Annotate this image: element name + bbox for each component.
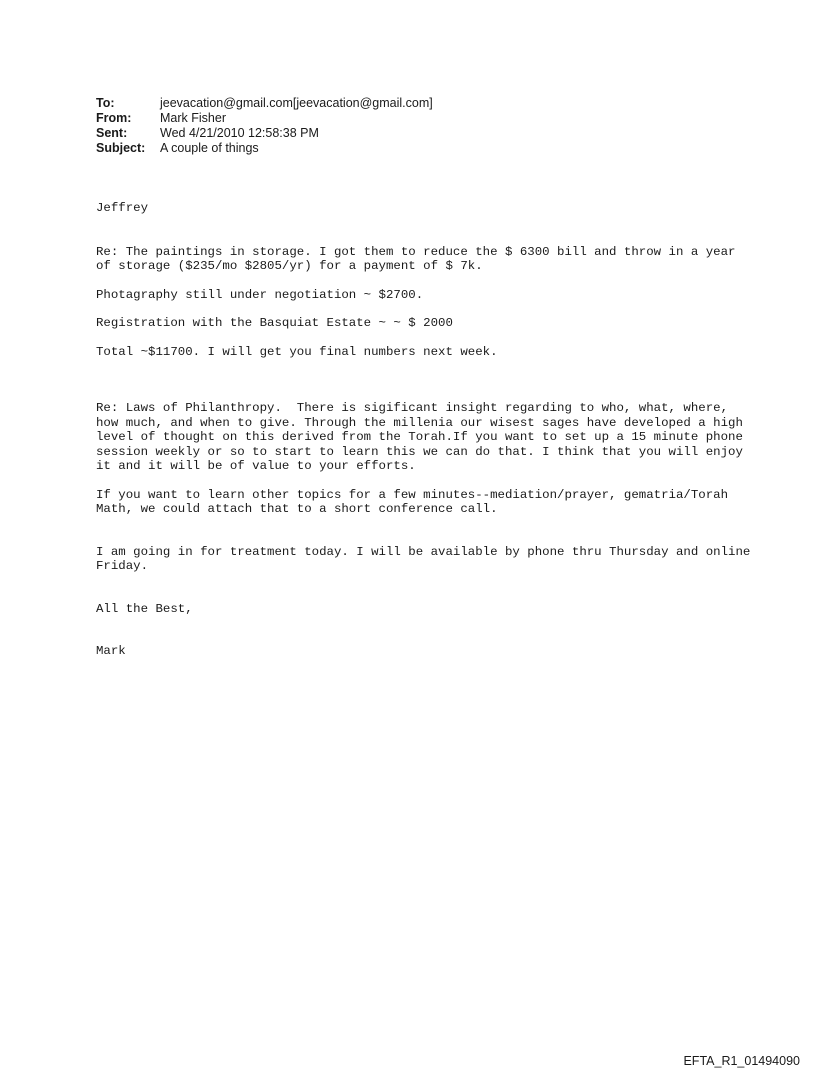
header-from-value: Mark Fisher (160, 111, 226, 125)
header-sent-label: Sent: (96, 126, 128, 140)
photography-paragraph: Photagraphy still under negotiation ~ $2700. (96, 287, 424, 302)
header-from-row (96, 111, 433, 126)
philanthropy-paragraph: Re: Laws of Philanthropy. There is sigificant insight regarding to who, what, where, how much, and when to give. Through the millenia our wisest sages have developed a high level of thought on this derived from the Torah.If you want to set up a 15 minute phone session weekly or so to start to learn this we can do that. I think that you will enjoy it and it will be of value to your efforts. (96, 401, 751, 473)
greeting: Jeffrey (96, 201, 149, 215)
email-header (96, 96, 433, 156)
header-from-label: From: (96, 111, 132, 125)
closing-line: All the Best, (96, 601, 193, 616)
email-body (96, 201, 756, 659)
header-subject-row (96, 141, 433, 156)
paintings-paragraph: Re: The paintings in storage. I got them to reduce the $ 6300 bill and throw in a year of storage ($235/mo $2805/yr) for a payment of $ 7k. (96, 244, 743, 273)
header-sent-value: Wed 4/21/2010 12:58:38 PM (160, 126, 319, 140)
header-subject-label: Subject: (96, 141, 146, 155)
signature: Mark (96, 644, 126, 658)
registration-paragraph: Registration with the Basquiat Estate ~ ~ $ 2000 (96, 316, 453, 330)
treatment-paragraph: I am going in for treatment today. I will be available by phone thru Thursday and online Friday. (96, 544, 758, 573)
header-sent-row (96, 126, 433, 141)
total-paragraph: Total ~$11700. I will get you final numbers next week. (96, 344, 498, 359)
header-subject-value: A couple of things (160, 141, 259, 155)
header-to-row (96, 96, 433, 111)
document-id: EFTA_R1_01494090 (683, 1054, 800, 1068)
header-to-label: To: (96, 96, 115, 110)
header-to-value: jeevacation@gmail.com[jeevacation@gmail.com] (160, 96, 433, 110)
topics-paragraph: If you want to learn other topics for a few minutes--mediation/prayer, gematria/Torah Math, we could attach that to a short conference call. (96, 487, 736, 516)
